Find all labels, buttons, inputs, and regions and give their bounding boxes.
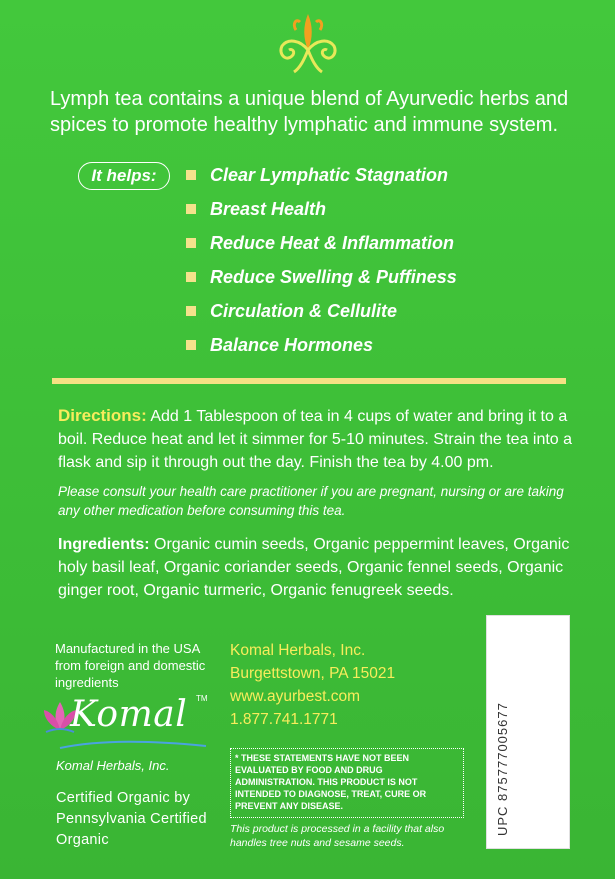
trademark-mark: TM bbox=[196, 694, 208, 703]
ingredients-block bbox=[58, 533, 578, 602]
certified-organic-note: Certified Organic by Pennsylvania Certified Organic bbox=[56, 790, 207, 848]
contact-company: Komal Herbals, Inc. bbox=[230, 642, 366, 659]
ornament-flourish-icon bbox=[270, 10, 346, 80]
benefit-item: Reduce Heat & Inflammation bbox=[186, 230, 457, 264]
it-helps-label: It helps: bbox=[78, 162, 170, 190]
square-bullet-icon bbox=[186, 272, 196, 282]
benefits-list bbox=[186, 162, 457, 366]
benefit-item: Circulation & Cellulite bbox=[186, 298, 457, 332]
allergen-facility-note: This product is processed in a facility that also handles tree nuts and sesame seeds. bbox=[230, 823, 445, 849]
square-bullet-icon bbox=[186, 306, 196, 316]
upc-code: UPC 875777005677 bbox=[495, 702, 510, 836]
contact-block bbox=[230, 640, 470, 732]
wave-underline-icon bbox=[58, 738, 208, 752]
directions-block bbox=[58, 404, 578, 474]
logo-wordmark: Komal bbox=[70, 694, 188, 735]
ingredients-text: Organic cumin seeds, Organic peppermint leaves, Organic holy basil leaf, Organic coriander seeds, Organic fennel seeds, Organic ginger root, Organic turmeric, Organic fenugreek seeds. bbox=[58, 536, 570, 599]
square-bullet-icon bbox=[186, 204, 196, 214]
contact-website: www.ayurbest.com bbox=[230, 688, 361, 705]
square-bullet-icon bbox=[186, 340, 196, 350]
square-bullet-icon bbox=[186, 170, 196, 180]
benefit-item: Breast Health bbox=[186, 196, 457, 230]
upc-box bbox=[486, 615, 570, 849]
ingredients-label: Ingredients: bbox=[58, 536, 150, 553]
logo-company-name: Komal Herbals, Inc. bbox=[56, 758, 170, 773]
benefit-item: Clear Lymphatic Stagnation bbox=[186, 162, 457, 196]
intro-text: Lymph tea contains a unique blend of Ayurvedic herbs and spices to promote healthy lymphatic and immune system. bbox=[50, 88, 569, 136]
directions-label: Directions: bbox=[58, 406, 147, 425]
directions-text: Add 1 Tablespoon of tea in 4 cups of water and bring it to a boil. Reduce heat and let it simmer for 5-10 minutes. Strain the tea into a flask and sip it through out the day. Finish the tea by 4.00 pm. bbox=[58, 408, 573, 471]
fda-disclaimer: * THESE STATEMENTS HAVE NOT BEEN EVALUATED BY FOOD AND DRUG ADMINISTRATION. THIS PRODUCT IS NOT INTENDED TO DIAGNOSE, TREAT, CURE OR PREVENT ANY DISEASE. bbox=[230, 748, 464, 818]
section-divider bbox=[52, 378, 566, 384]
caution-text: Please consult your health care practitioner if you are pregnant, nursing or are taking any other medication before consuming this tea. bbox=[58, 484, 564, 518]
manufactured-note: Manufactured in the USA from foreign and domestic ingredients bbox=[55, 641, 206, 690]
komal-logo bbox=[40, 690, 210, 758]
square-bullet-icon bbox=[186, 238, 196, 248]
benefit-item: Reduce Swelling & Puffiness bbox=[186, 264, 457, 298]
contact-address: Burgettstown, PA 15021 bbox=[230, 665, 396, 682]
benefit-item: Balance Hormones bbox=[186, 332, 457, 366]
contact-phone: 1.877.741.1771 bbox=[230, 711, 338, 728]
